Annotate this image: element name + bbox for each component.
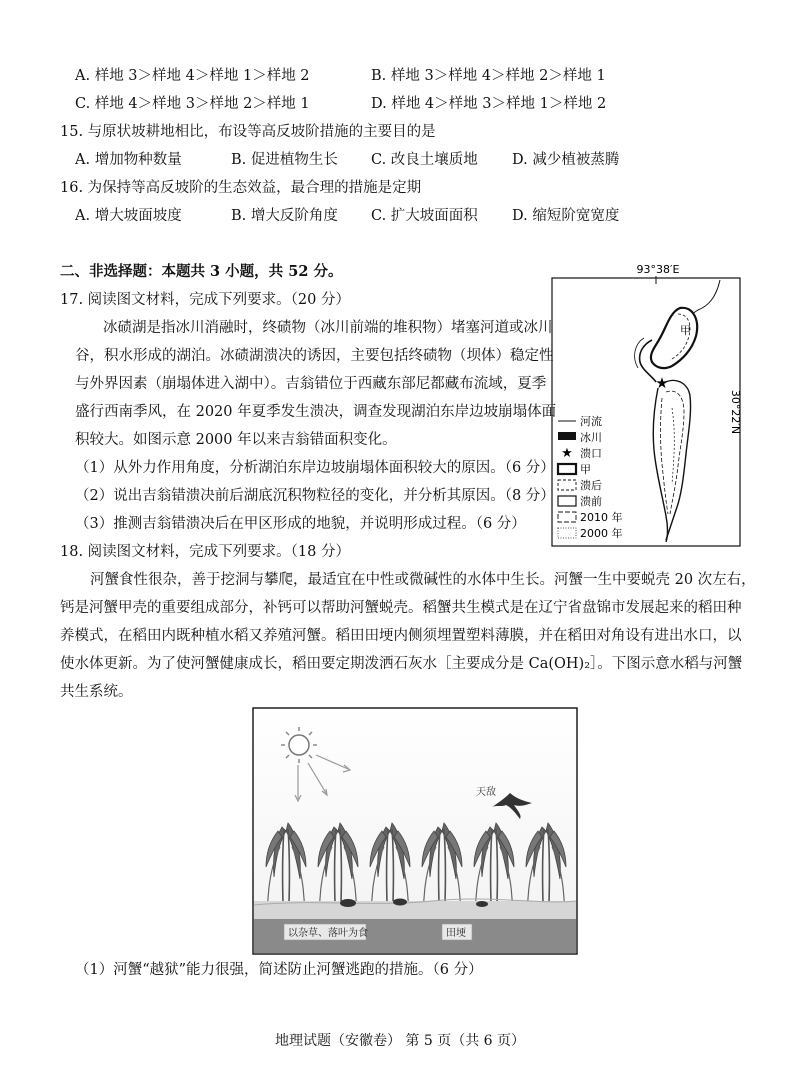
- q16-option-a: A. 增大坡面坡度: [75, 208, 182, 224]
- q17-text-line: 冰碛湖是指冰川消融时，终碛物（冰川前端的堆积物）堵塞河道或冰川: [103, 320, 553, 336]
- food-label: 以杂草、落叶为食: [288, 928, 368, 939]
- lon-label: 93°38′E: [636, 263, 680, 276]
- legend-star-icon: ★: [561, 446, 573, 461]
- q15-option-d: D. 减少植被蒸腾: [512, 152, 620, 168]
- section-heading: 二、非选择题：本题共 3 小题，共 52 分。: [60, 263, 343, 280]
- q18-sub-question: （1）河蟹“越狱”能力很强，简述防止河蟹逃跑的措施。（6 分）: [75, 962, 483, 978]
- rice-crab-figure: [252, 707, 578, 955]
- q17-sub-question: （1）从外力作用角度，分析湖泊东岸边坡崩塌体面积较大的原因。（6 分）: [75, 460, 555, 476]
- q14-option-d: D. 样地 4＞样地 3＞样地 1＞样地 2: [371, 96, 607, 112]
- legend-outlet: 溃口: [580, 447, 602, 460]
- page-footer: 地理试题（安徽卷） 第 5 页（共 6 页）: [274, 1033, 526, 1049]
- q18-text-line: 钙是河蟹甲壳的重要组成部分，补钙可以帮助河蟹蜕壳。稻蟹共生模式是在辽宁省盘锦市发展起来的稻田种: [60, 600, 742, 616]
- q18-text-line: 共生系统。: [60, 684, 133, 700]
- q15-option-c: C. 改良土壤质地: [371, 152, 478, 168]
- q15-option-a: A. 增加物种数量: [75, 152, 182, 168]
- enemy-label: 天敌: [476, 787, 496, 798]
- legend-before: 溃前: [580, 495, 602, 508]
- q18-stem: 18. 阅读图文材料，完成下列要求。（18 分）: [60, 544, 350, 560]
- q17-text-line: 盛行西南季风，在 2020 年夏季发生溃决，调查发现湖泊东岸边坡崩塌体面: [75, 404, 557, 420]
- outlet-star-icon: ★: [655, 374, 669, 392]
- legend-glacier: 冰川: [580, 431, 602, 444]
- q15-option-b: B. 促进植物生长: [231, 152, 338, 168]
- q17-stem: 17. 阅读图文材料，完成下列要求。（20 分）: [60, 292, 350, 308]
- bank-label: 田埂: [446, 928, 466, 939]
- q15-stem: 15. 与原状坡耕地相比，布设等高反坡阶措施的主要目的是: [60, 124, 436, 140]
- legend-river: 河流: [580, 415, 602, 428]
- q14-option-a: A. 样地 3＞样地 4＞样地 1＞样地 2: [75, 68, 310, 84]
- area-jia: [651, 308, 697, 368]
- q18-text-line: 使水体更新。为了使河蟹健康成长，稻田要定期泼洒石灰水［主要成分是 Ca(OH)₂］。下图示意水稻与河蟹: [60, 656, 743, 672]
- lake-2010: [666, 391, 684, 514]
- legend-2000: 2000 年: [580, 527, 623, 540]
- q18-text-line: 养模式，在稻田内既种植水稻又养殖河蟹。稻田田埂内侧须埋置塑料薄膜，并在稻田对角设有进出水口，以: [60, 628, 742, 644]
- q17-text-line: 与外界因素（崩塌体进入湖中）。吉翁错位于西藏东部尼都藏布流域，夏季: [75, 376, 547, 392]
- q18-text-line: 河蟹食性很杂，善于挖洞与攀爬，最适宜在中性或微碱性的水体中生长。河蟹一生中要蜕壳 20 次左右，: [90, 572, 756, 588]
- q16-option-b: B. 增大反阶角度: [231, 208, 338, 224]
- q17-text-line: 谷，积水形成的湖泊。冰碛湖溃决的诱因，主要包括终碛物（坝体）稳定性: [75, 348, 554, 364]
- q16-stem: 16. 为保持等高反坡阶的生态效益，最合理的措施是定期: [60, 180, 422, 196]
- q16-option-d: D. 缩短阶宽宽度: [512, 208, 620, 224]
- legend-jia: 甲: [580, 463, 591, 476]
- area-jia-label: 甲: [680, 324, 691, 337]
- lake-map: [548, 258, 744, 550]
- legend-2010: 2010 年: [580, 511, 623, 524]
- q17-sub-question: （3）推测吉翁错溃决后在甲区形成的地貌，并说明形成过程。（6 分）: [75, 516, 526, 532]
- soil-layer: [254, 901, 576, 919]
- q17-text-line: 积较大。如图示意 2000 年以来吉翁错面积变化。: [75, 432, 397, 448]
- legend-after: 溃后: [580, 479, 602, 492]
- q14-option-b: B. 样地 3＞样地 4＞样地 2＞样地 1: [371, 68, 606, 84]
- q14-option-c: C. 样地 4＞样地 3＞样地 2＞样地 1: [75, 96, 310, 112]
- q16-option-c: C. 扩大坡面面积: [371, 208, 478, 224]
- map-legend: [558, 414, 623, 540]
- q17-sub-question: （2）说出吉翁错溃决前后湖底沉积物粒径的变化，并分析其原因。（8 分）: [75, 488, 555, 504]
- lat-label: 30°22′N: [729, 389, 742, 435]
